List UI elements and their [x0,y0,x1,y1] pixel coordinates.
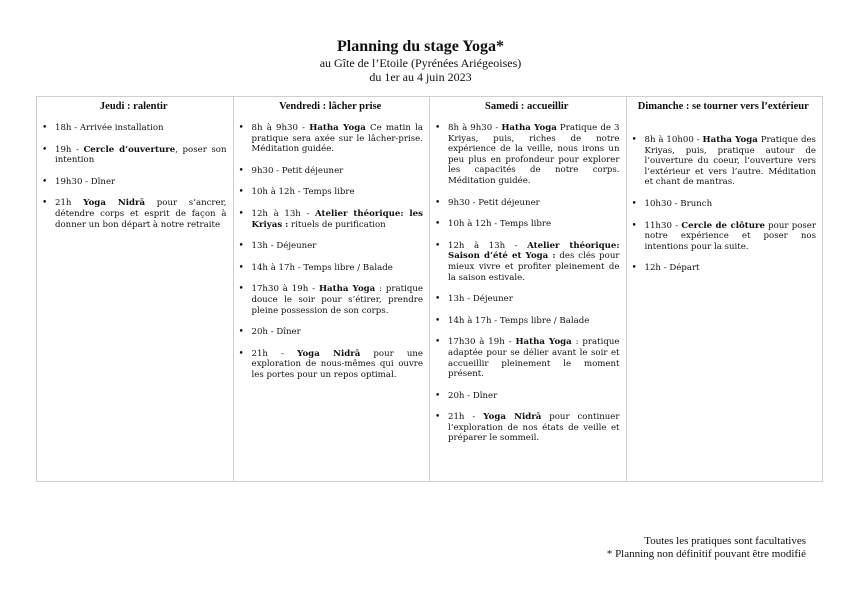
activity-text: 21h [55,198,84,209]
activity-highlight: Hatha Yoga [501,123,557,133]
activity-text: 12h - Départ [644,263,700,274]
activity-item [645,199,817,210]
activity-text: 12h à 13h - [448,240,528,251]
day-column-samedi [430,97,627,481]
activity-text: pour continuer l’exploration de nos états de veille et préparer le sommeil. [448,412,620,444]
activity-item [55,177,227,188]
activity-text: 17h30 à 19h - [251,284,319,295]
activity-text: 9h30 - Petit déjeuner [251,165,344,176]
footer-notes [607,535,806,561]
activity-text: 20h - Dîner [448,390,498,401]
activity-text: Pratique de 3 Kriyas, puis, riches de notre expérience de la veille, nous irons un peu plus en profondeur pour explorer les capacités de notre corps. Méditation guidée. [448,123,620,186]
activity-highlight: Hatha Yoga [702,135,758,145]
activity-text: pour une exploration de nous-mêmes qui ouvre les portes pour un repos optimal. [251,348,423,380]
activity-item [448,123,620,187]
day-heading: Vendredi : lâcher prise [279,101,382,112]
activity-highlight: Hatha Yoga [515,337,572,348]
activity-item [448,316,620,327]
activity-text: 21h - [448,412,484,423]
activity-text: 19h - [55,144,84,155]
activity-item [252,166,424,177]
activity-item [252,284,424,316]
activity-text: : pratique adaptée pour se délier avant le soir et accueillir pleinement le moment présent. [448,337,620,380]
activity-text: des clés pour mieux vivre et profiter pleinement de la saison estivale. [448,251,620,283]
activity-text: 12h à 13h - [251,208,316,219]
activity-text: 18h - Arrivée installation [55,123,164,133]
activity-item [252,187,424,198]
document-header [0,38,841,84]
activity-item [448,391,620,402]
activity-list [631,135,817,274]
activity-text: 8h à 9h30 - [251,123,310,133]
activity-item [448,412,620,444]
activity-text: 11h30 - [644,220,682,231]
activity-item [645,135,817,188]
activity-list [434,123,620,444]
activity-item [645,263,817,274]
activity-text: 14h à 17h - Temps libre / Balade [251,262,393,273]
day-column-dimanche [627,97,823,481]
schedule-table [36,96,823,482]
activity-text: pour poser notre expérience et poser nos intentions pour la suite. [644,220,816,252]
activity-text: , poser son intention [55,144,227,166]
activity-item [448,219,620,230]
footer-note-optional: Toutes les pratiques sont facultatives [644,535,806,547]
activity-text: 9h30 - Petit déjeuner [448,197,540,208]
activity-text: 10h30 - Brunch [644,198,713,209]
activity-text: : pratique douce le soir pour s’étirer, prendre pleine possession de son corps. [251,284,423,316]
footer-note-disclaimer: * Planning non définitif pouvant être modifié [606,548,806,560]
activity-highlight: Cercle de clôture [681,220,765,231]
activity-item [55,123,227,134]
activity-highlight: Atelier théorique: Saison d’été et Yoga : [448,240,620,262]
day-column-jeudi [37,97,234,481]
activity-item [448,241,620,283]
location-subtitle: au Gîte de l’Etoile (Pyrénées Ariégeoises) [319,56,522,70]
activity-item [55,145,227,166]
activity-item [645,221,817,253]
activity-item [252,263,424,274]
activity-list [238,123,424,381]
activity-item [252,349,424,381]
activity-item [252,327,424,338]
activity-highlight: Yoga Nidrā [297,348,361,359]
activity-item [252,123,424,155]
activity-item [448,294,620,305]
activity-highlight: Hatha Yoga [309,123,366,133]
activity-item [55,198,227,230]
activity-text: 13h - Déjeuner [251,241,317,252]
activity-text: 8h à 9h30 - [448,123,502,133]
activity-text: Pratique des Kriyas, puis, pratique autour de l’ouverture du coeur, l’ouverture vers l’extérieur et vers l’autre. Méditation et chant de mantras. [644,135,816,188]
day-heading: Samedi : accueillir [485,101,569,112]
activity-text: 21h - [251,348,298,359]
page-title: Planning du stage Yoga* [337,38,504,55]
day-heading: Dimanche : se tourner vers l’extérieur [637,101,809,112]
activity-text: rituels de purification [288,219,386,230]
activity-highlight: Yoga Nidrā [83,198,146,209]
activity-highlight: Hatha Yoga [318,284,376,295]
activity-text: 8h à 10h00 - [644,135,703,145]
activity-item [448,337,620,379]
activity-text: pour s’ancrer, détendre corps et esprit de façon à donner un bon départ à notre retraite [55,198,227,230]
activity-item [252,241,424,252]
activity-text: 13h - Déjeuner [448,294,513,305]
activity-text: 19h30 - Dîner [55,176,116,187]
activity-text: 14h à 17h - Temps libre / Balade [448,315,590,326]
activity-highlight: Atelier théorique: les Kriyas : [251,208,423,230]
activity-text: 10h à 12h - Temps libre [251,187,355,198]
activity-highlight: Cercle d’ouverture [83,144,176,155]
activity-text: 17h30 à 19h - [448,337,516,348]
day-column-vendredi [234,97,431,481]
activity-text: Ce matin la pratique sera axée sur le lâcher-prise. Méditation guidée. [251,123,423,155]
activity-item [448,198,620,209]
activity-item [252,209,424,230]
activity-list [41,123,227,230]
activity-text: 10h à 12h - Temps libre [448,219,552,230]
activity-text: 20h - Dîner [251,327,301,338]
dates-subtitle: du 1er au 4 juin 2023 [369,70,472,84]
activity-highlight: Yoga Nidrā [483,412,542,423]
day-heading: Jeudi : ralentir [99,101,168,112]
